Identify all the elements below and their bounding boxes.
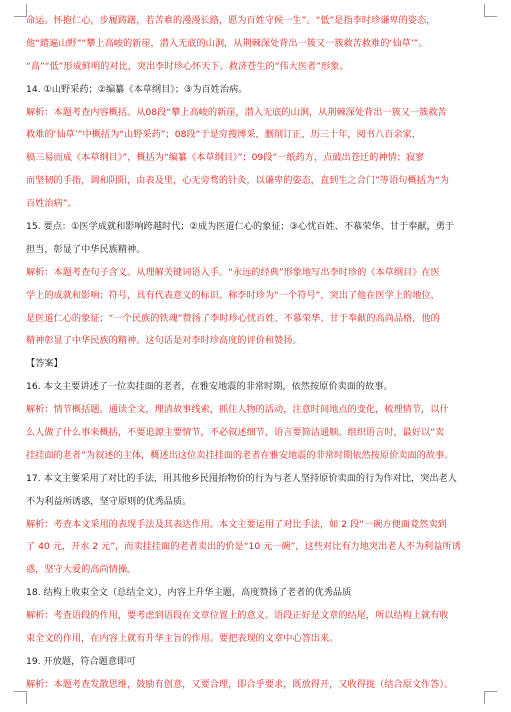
analysis-line: 百姓治病”。 <box>26 198 77 210</box>
answer-line: 15. 要点：①医学成就和影响跨越时代；②成为医道仁心的象征；③心忧百姓、不慕荣华、甘于奉献，勇于 <box>26 221 455 233</box>
analysis-line: 解析：考查语段的作用，要考虑到语段在文章位置上的意义。语段正好是文章的结尾，所以结构上就有收 <box>26 610 449 622</box>
analysis-line: 命运。怀抱仁心，步履踌躇，若苦难的漫漫长路，愿为百姓守候一生”。“低”是指李时珍谦卑的姿态， <box>26 15 436 26</box>
answer-line: 17. 本文主要采用了对比的手法，用其他乡民囤抬物价的行为与老人坚持原价卖面的行为作对比，突出老人 <box>26 472 457 484</box>
analysis-line: 稿三易而成《本草纲目》”，概括为“编纂《本草纲目》”；09段“一纸药方，点破出苍迁的神情；寂寥 <box>26 152 425 164</box>
analysis-line: 解析：本题考查句子含义。从理解关键词语入手。“永远的经典”形象地写出李时珍的《本草纲目》在医 <box>26 266 440 278</box>
analysis-line: 解析：本题考查内容概括。从08段“攀上高峻的新崖，潜入无底的山涧，从荆棘深处背出一簇又一簇救苦 <box>26 106 447 118</box>
analysis-line: 么人做了什么事来概括，不要追源主要情节，不必叙述细节，语言要简洁通顺。组织语言时，最好以“卖 <box>26 427 445 439</box>
analysis-line: 学上的成就和影响；符号，具有代表意义的标识。称李时珍为“一个符号”，突出了他在医学上的地位， <box>26 289 440 301</box>
answer-line: 【答案】 <box>26 358 63 370</box>
answer-line: 16. 本文主要讲述了一位卖挂面的老者，在雅安地震的非常时期，依然按原价卖面的故事。 <box>26 381 393 393</box>
analysis-line: 了 40 元，开水 2 元”，而卖挂挂面的老者卖出的价是“10 元一碗”，这些对比有力地突出老人不为利益所诱 <box>26 541 461 553</box>
analysis-line: 解析：情节概括题。通读全文，理清故事线索，抓住人物的活动，注意时间地点的变化，梳理情节，以什 <box>26 404 449 416</box>
answer-line: 19. 开放题，符合题意即可 <box>26 655 136 667</box>
analysis-line: 解析：本题考查发散思维，鼓励有创意，又要合理，即合乎要求，既放得开，又收得拢（结合原文作答）。 <box>26 678 454 690</box>
answer-line: 担当，彰显了中华民族精神。 <box>26 243 146 255</box>
analysis-line: 是医道仁心的象征；“一个民族的铁魂”赞扬了李时珍心忧百姓、不慕荣华、甘于奉献的高尚品格，他的 <box>26 312 440 324</box>
analysis-line: 惑，坚守大爱的高尚情操。 <box>26 564 137 576</box>
analysis-line: 解析：考查本文采用的表现手法及其表达作用。本文主要运用了对比手法，如 2 段“一碗方便面竟然卖到 <box>26 518 447 530</box>
answer-line: 18. 结构上收束全文（总结全文），内容上升华主题，高度赞扬了老者的优秀品质 <box>26 587 352 599</box>
analysis-line: 挂挂面的老者”为叙述的主体，概述出这位卖挂挂面的老者在雅安地震的非常时期依然按原价卖面的故事。 <box>26 449 454 461</box>
analysis-line: 救难的‘仙草’”中概括为“山野采药”；08段“于是穷搜博采，删削订正，历三十年，阅书八百余家， <box>26 129 421 141</box>
analysis-line: “高”“低”形成鲜明的对比，突出李时珍心怀天下、救济苍生的“伟大医者”形象。 <box>26 60 349 72</box>
answer-line: 14. ①山野采药；②编纂《本草纲目》；③为百姓治病。 <box>26 83 248 95</box>
answer-line: 不为利益所诱惑，坚守原则的优秀品质。 <box>26 495 192 507</box>
document-body <box>26 10 492 697</box>
analysis-line: 精神彰显了中华民族的精神。这句话是对李时珍高度的评价和赞扬。 <box>26 335 302 347</box>
analysis-line: 束全文的作用，在内容上就有升华主旨的作用。要把表现的文章中心答出来。 <box>26 633 339 645</box>
analysis-line: 他“踏遍山野”“攀上高峻的新崖，潜入无底的山涧，从荆棘深处背出一簇又一簇救苦救难的‘仙草’”。 <box>26 37 428 49</box>
analysis-line: 而坚韧的手指，调和阴阳，由表及里，心无旁骛的针灸，以谦卑的姿态，直到生之合门”等语句概括为“为 <box>26 175 449 187</box>
